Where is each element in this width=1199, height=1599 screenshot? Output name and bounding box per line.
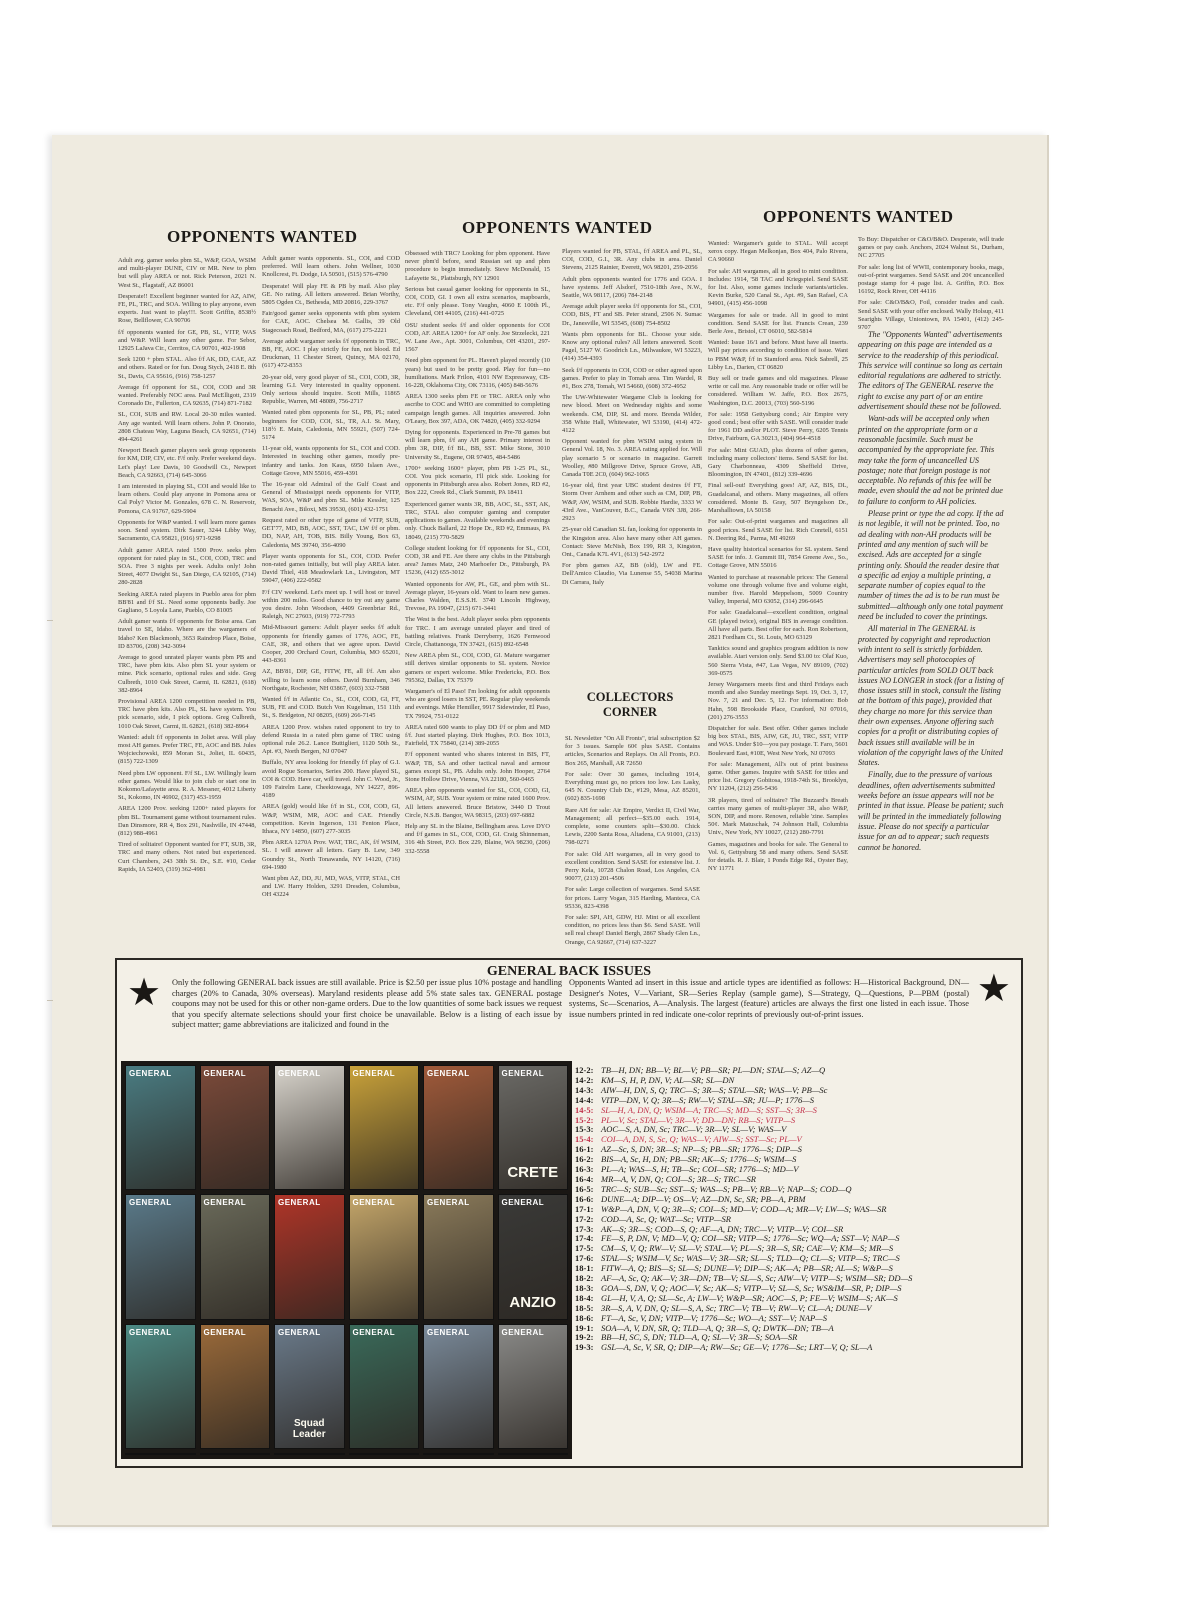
classified-ad: Adult gamer wants opponents. SL, COI, and COD preferred. Will learn others. John Wellner, 1030 Knollcrest, Ft. Dodge, IA 50501, (515) 576-4790: [262, 255, 400, 279]
cover-masthead: GENERAL: [427, 1069, 470, 1078]
magazine-cover: [125, 1453, 196, 1455]
classified-ad: For sale: Out-of-print wargames and magazines all good prices. Send SASE for list. Rich Conrtell, 6151 N. Deering Rd., Parma, MI 49269: [708, 518, 848, 542]
issue-contents: COI—A, DN, S, Sc, Q; WAS—V; AIW—S; SST—Sc; PL—V: [601, 1134, 802, 1145]
classified-ad: Newport Beach gamer players seek group opponents for KM, DIP, CIV, etc. F/f only. Prefer weekend days. Let's play! Lee Davis, 10 Goodwill Ct., Newport Beach, CA 92663, (714) 645-3066: [118, 447, 256, 479]
cover-masthead: GENERAL: [129, 1069, 172, 1078]
issue-contents: VITP—DN, V, Q; 3R—S; RW—V; STAL—SR; JU—P; 1776—S: [601, 1094, 815, 1105]
issue-number: 15-2:: [575, 1114, 594, 1125]
ads-column: [562, 248, 702, 678]
classified-ad: College student looking for f/f opponents for SL, COI, COD, 3R and FE. Are there any clubs in the Pittsburgh area? James Matz, 240 Marhoefer Dr., Pittsburgh, PA 15236, (412) 655-3012: [405, 544, 550, 577]
classified-ad: AREA 1300 seeks pbm FE or TRC. AREA only who ascribe to COC and WHO are committed to completing campaign length games. All inquiries answered. John O'Leary, Box 397, ADA, OK 74820, (405) 332-9294: [405, 393, 550, 425]
magazine-cover: [200, 1453, 271, 1455]
issue-contents: SL—H, A, DN, Q; WSIM—A; TRC—S; MD—S; SST—S; 3R—S: [601, 1104, 817, 1115]
magazine-cover: [423, 1453, 494, 1455]
magazine-cover: [498, 1324, 569, 1449]
classified-ad: For pbm games AZ, BB (old), LW and FE. Dell'Amico Claudio, Via Lunense 55, 54038 Marina Di Carrara, Italy: [562, 562, 702, 586]
issue-contents: GL—H, V, A, Q; SL—Sc, A; LW—V; W&P—SR; AOC—S, P; FE—V; WSIM—S; AK—S: [601, 1292, 898, 1303]
issue-number: 16-3:: [575, 1164, 594, 1175]
star-icon: ★: [976, 968, 1011, 1010]
cover-masthead: GENERAL: [352, 1198, 396, 1208]
cover-collage: [121, 1061, 572, 1459]
classified-ad: Mid-Missouri gamers: Adult player seeks f/f adult opponents for friendly games of 1776, AOC, FE, CAE, 3R, and others that we agree upon. David Cooper, 200 Orchard Court, Columbia, MO 65201, 443-8361: [262, 624, 400, 665]
issue-number: 14-3:: [575, 1084, 594, 1095]
notice-paragraph: The "Opponents Wanted" advertisements appearing on this page are intended as a service to the readership of this periodical. This service will continue so long as certain editorial regulations are adhered to strictly. The editors of The GENERAL reserve the right to excise any part of or an entire advertisement should these not be followed.: [858, 330, 1003, 412]
classified-ad: Wargames for sale or trade. All in good to mint condition. Send SASE for list. Francis Crean, 239 Berle Ave., Bristol, CT 06010, 582-5814: [708, 311, 848, 336]
magazine-cover: [498, 1453, 569, 1455]
classified-ad: Request rated or other type of game of VITP, SUB, GET'77, MD, BB, AOC, SST, TAC, LW f/f or pbm. DD, NAP, AH, TOB, BIS. Billy Young, Box 63, Caledonia, MS 39740, 356-4090: [262, 516, 400, 549]
classified-ad: Provisional AREA 1200 competition needed in PB, TRC have pbm kits. Also PL, SL have system. You pick scenario, side, I pick options. Greg Culbreth, 1010 Oak Street, Carmi, IL 62821, (618) 382-8964: [118, 697, 256, 730]
issue-contents: 3R—S, A, V, DN, Q; SL—S, A, Sc; TRC—V; TB—V; RW—V; CL—A; DUNE—V: [601, 1302, 872, 1313]
star-icon: ★: [127, 972, 162, 1014]
cover-masthead: GENERAL: [501, 1327, 545, 1337]
issue-number: 14-4:: [575, 1094, 594, 1105]
classified-ad: New AREA pbm SL, COI, COD, GI. Mature wargamer still derives similar opponents to SL system. Novice gamers or expert welcome. Mike Fredericks, P.O. Box 795362, Dallas, TX 75379: [405, 652, 550, 684]
classified-ad: 20-year old, very good player of SL, COI, COD, 3R, learning G.I. Very interested in quality opponent. Only serious should inquire. Scott Mills, 11865 Republic, Warren, MI 48089, 756-2717: [262, 373, 400, 406]
cover-masthead: GENERAL: [129, 1198, 172, 1208]
issue-contents: GSL—A, Sc, V, SR, Q; DIP—A; RW—Sc; GE—V; 1776—Sc; LRT—V, Q; SL—A: [601, 1342, 873, 1353]
classified-ad: AZ, BB'81, DIP, GE, FITW, FE, all f/f. Am also willing to learn some others. David Burnham, 346 Northgate, Rochester, NH 03867, (603) 332-7588: [262, 668, 400, 692]
classified-ad: Wanted: adult f/f opponents in Joliet area. Will play most AH games. Prefer TRC, FE, AOC and BB. Jules Wojciechowski, 859 Moran St., Joliet, IL 60435, (815) 722-1309: [118, 733, 256, 766]
magazine-cover: [274, 1065, 345, 1190]
classified-ad: f/f opponents wanted for GE, PB, SL, VITP, WAS and W&P. Will learn any other game. For Sebor, 12925 LaJava Cir., Cerritos, CA 90701, 402-1908: [118, 328, 256, 353]
cover-masthead: GENERAL: [352, 1327, 396, 1337]
magazine-cover: [125, 1065, 196, 1190]
classified-ad: Opponents for W&P wanted. I will learn more games soon. Send system. Dirk Sauer, 3244 Libby Way, Sacramento, CA 95821, (916) 971-9298: [118, 518, 256, 543]
notice-paragraph: Finally, due to the pressure of various deadlines, often advertisements submitted weeks before an issue appears will not be printed in that issue. Please be patient; such will be printed in the immediately following issue. Please do not specify a particular issue for an ad to appear; such requests cannot be honored.: [858, 770, 1004, 852]
classified-ad: For sale: Guadalcanal—excellent condition, original GE (played twice), original BIS in average condition. All have all parts. Best offer for each. Ron Robertson, 2821 Fordham Ct., St. Louis, MO 63129: [708, 609, 848, 641]
cover-masthead: GENERAL: [427, 1198, 470, 1208]
classified-ad: 3R players, tired of solitaire? The Buzzard's Breath carries many games of multi-player 3R, also W&P, SON, DIP, and more. Renown, reliable 'zine. Samples 50¢. Mark Matuschak, 74 Johnson Hall, Columbia Univ., New York, NY 10027, (212) 280-7791: [708, 796, 848, 837]
classified-ad: Average adult wargamer seeks f/f opponents in TRC, BB, FE, AOC. I play strictly for fun, not blood. Ed Druckman, 11 Chester Street, Quincy, MA 02170, (617) 472-8353: [262, 337, 400, 370]
classified-ad: Wanted to purchase at reasonable prices: The General volume one through volume five and volume eight, number five. Harold Meppelsom, 5009 Country Valley, Imperial, MO 63052, (314) 296-6645: [708, 573, 848, 606]
classified-ad: Desperate! Will play FE & PB by mail. Also play GE. No rating. All letters answered. Brian Worthy, 5805 Ogden Ct., Bethesda, MD 20816, 229-3767: [262, 282, 400, 307]
classified-ad: Player wants opponents for SL, COI, COD. Prefer non-rated games initially, but will play AREA later. David Thiel, 418 Meadowlark Ln., Livingston, MT 59047, (406) 222-0582: [262, 552, 400, 585]
issue-contents: COD—A, Sc, Q; WAT—Sc; VITP—SR: [601, 1213, 731, 1224]
issue-number: 15-3:: [575, 1124, 594, 1135]
issue-contents: MR—A, V, DN, Q; COI—S; 3R—S; TRC—SR: [601, 1173, 756, 1184]
issue-contents: BIS—A, Sc, H, DN; PB—SR; AK—S; 1776—S; WSIM—S: [601, 1154, 797, 1165]
classified-ad: Wants pbm opponents for BL. Choose your side. Know any optional rules? All letters answered. Scott Pagel, 5127 W. Goodrich Ln., Milwaukee, WI 53223, (414) 354-4393: [562, 330, 702, 363]
issue-contents: AK—S; 3R—S; COD—S, Q; AF—A, DN; TRC—V; VITP—V; COI—SR: [601, 1223, 844, 1234]
issue-number: 15-4:: [575, 1134, 594, 1145]
classified-ad: 25-year old Canadian SL fan, looking for opponents in the Kingston area. Also have many other AH games. Contact: Steve McNish, Box 199, RR 3, Kingston, Ont., Canada K7L 4V1, (613) 542-2972: [562, 526, 702, 558]
issue-number: 18-2:: [575, 1273, 594, 1284]
ads-column: [858, 236, 1004, 332]
issue-number: 12-2:: [575, 1065, 594, 1075]
classified-ad: AREA 1200 Prov. wishes rated opponent to try to defend Russia in a rated pbm game of TRC using optional rule 26.2. Lance Buttiglieri, 1120 50th St., Apt. #3, North Bergen, NJ 07047: [262, 723, 400, 756]
classified-ad: Average adult player seeks f/f opponents for SL, COI, COD, BIS, FT and SB. Peter strand, 2506 N. Sumac Dr., Janesville, WI 53545, (608) 754-8502: [562, 303, 702, 327]
magazine-cover: [200, 1324, 271, 1449]
issue-number: 19-2:: [575, 1332, 594, 1343]
classified-ad: OSU student seeks f/f and older opponents for COI COD, AF. AREA 1200+ for AF only. Joe Strzelecki, 221 W. Lane Ave., Apt. 3001, Columbus, OH 43201, 297-1567: [405, 321, 550, 354]
classified-ad: Average to good unrated player wants pbm PB and TRC, have pbm kits. Also pbm SL your system or mine. Pick scenario, optional rules and side. Greg Culbreth, 1010 Oak Street, Carmi, IL 62821, (618) 382-8964: [118, 653, 256, 694]
ads-column: [708, 240, 848, 948]
classified-ad: F/f CIV weekend. Let's meet up. I will host or travel within 200 miles. Good chance to try out any game you desire. John Woodson, 4409 Greenbriar Rd., Raleigh, NC 27603, (919) 772-7793: [262, 588, 400, 621]
issue-number: 18-5:: [575, 1302, 594, 1313]
classified-ad: Want pbm AZ, DD, JU, MD, WAS, VITP, STAL, CH and LW. Harry Holden, 3291 Dresden, Columbus, OH 43224: [262, 875, 400, 899]
issue-contents: DUNE—A; DIP—V; OS—V; AZ—DN, Sc, SR; PB—A, PBM: [601, 1193, 806, 1204]
classified-ad: Have quality historical scenarios for SL system. Send SASE for info. J. Gummit III, 7854 Greene Ave., So., Cottage Grove, MN 55016: [708, 545, 848, 570]
magazine-cover: [200, 1065, 271, 1190]
cover-masthead: GENERAL: [278, 1327, 321, 1337]
classified-ad: For sale: long list of WWII, contemporary books, mags, out-of-print wargames. Send SASE and 20¢ uncancelled postage stamp for 4 page list. A. Griffin, P.O. Box 16192, Rock River, OH 44116: [858, 263, 1004, 296]
classified-ad: Help any SL in the Blaine, Bellingham area. Love DYO and f/f games in SL, COI, COD, GI. Craig Shinneman, 316 4th Street, P.O. Box 229, Blaine, WA 98230, (206) 332-5558: [405, 823, 550, 855]
back-issues-intro-right: Opponents Wanted ad insert in this issue and article types are identified as follows: H—Historical Background, DN—Designer's Notes, V—Variant, SR—Series Replay (sample game), S—Strategy, Q—Questions, P—PBM (postal) systems, Sc—Scenarios, A—Analysis. The largest (feature) articles are always the first one listed in each issue. Those issue numbers printed in red indicate one-color reprints of previously out-of-print issues.: [569, 978, 969, 1019]
classified-ad: Jersey Wargamers meets first and third Fridays each month and also Sunday meetings Sept. 19, Oct. 3, 17, Nov. 7, 21 and Dec. 5, 12. For information: Bob Hahn, 598 Brookside Place, Cranford, NJ 07016, (201) 276-3553: [708, 680, 848, 721]
general-back-issues-box: [115, 958, 1023, 1468]
classified-ad: Seek f/f opponents in COI, COD or other agreed upon games. Prefer to play in Tomah area. Tim Wardel, R #1, Box 278, Tomah, WI 54660, (608) 372-4952: [562, 366, 702, 391]
classified-ad: For sale: 1958 Gettysburg cond.; Air Empire very good cond.; best offer with SASE. Will consider trade for 1961 DD and/or PLOT. Steve Perry, 6205 Tennis Drive, Fairburn, GA 30213, (404) 964-4518: [708, 410, 848, 443]
opponents-wanted-heading: OPPONENTS WANTED: [462, 218, 653, 237]
classified-ad: Tired of solitaire! Opponent wanted for FT, SUB, 3R, TRC and many others. Not rated but experienced. Curt Chambers, 243 38th St. Dr., S.E. #10, Cedar Rapids, IA 52403, (319) 362-4981: [118, 841, 256, 873]
classified-ad: The UW-Whitewater Wargame Club is looking for new blood. Meet on Wednesday nights and some weekends. CM, DIP, SL and more. Brenda Wilder, 358 White Hall, Whitewater, WI 53190, (414) 472-4122: [562, 394, 702, 435]
issue-contents: SOA—A, V, DN, SR, Q; TLD—A, Q; 3R—S, Q; DWTK—DN; TB—A: [601, 1322, 834, 1333]
issue-contents: PL—A; WAS—S, H; TB—Sc; COI—SR; 1776—S; MD—V: [601, 1164, 799, 1175]
page-edge-line: [47, 1000, 53, 1001]
issue-number: 16-4:: [575, 1173, 594, 1184]
cover-masthead: GENERAL: [352, 1069, 396, 1078]
classified-ad: Rare AH for sale: Air Empire, Verdict II, Civil War, Management; all perfect—$35.00 each. 1914, complete, some counters split—$30.00. Chick Lewis, 2200 Santa Rosa, Altadena, CA 91001, (213) 798-0271: [565, 806, 700, 847]
issue-contents: AF—A, Sc, Q; AK—V; 3R—DN; TB—V; SL—S, Sc; AIW—V; VITP—S; WSIM—SR; DD—S: [601, 1273, 913, 1284]
classified-ad: Adult gamer wants f/f opponents for Boise area. Can travel to SE, Idaho. Where are the wargamers of Idaho? Ken Blackmonh, 3653 Raindrop Place, Boise, ID 83706, (208) 342-3094: [118, 618, 256, 650]
issue-contents: FITW—A, Q; BIS—S; SL—S; DUNE—V; DIP—S; AK—A; PB—SR; AL—S; W&P—S: [601, 1263, 893, 1274]
magazine-cover: [423, 1324, 494, 1449]
classified-ad: For sale: AH wargames, all in good to mint condition. Includes: 1914, '58 TAC and Kriegspiel. Send SASE for list. Also, some games include variants/articles. Kevin Burke, 520 Canal St., Apt. #9, San Rafael, CA 94901, (415) 456-1098: [708, 267, 848, 308]
classified-ad: Buy sell or trade games and old magazines. Please write or call me. Any reasonable trade or offer will be considered. William W. Jaffe, P.O. Box 2675, Washington, D.C. 20013, (703) 560-5196: [708, 375, 848, 407]
classified-ad: Dying for opponents. Experienced in Pre-78 games but will learn pbm, f/f any AH game. Primary interest in pbm 3R, DIP, f/f BL, BB, SST. Mike Stone, 3010 University St., Eugene, OR 97405, 484-5486: [405, 429, 550, 461]
cover-masthead: GENERAL: [278, 1069, 321, 1078]
magazine-cover: [349, 1065, 420, 1190]
classified-ad: Desperate!! Excellent beginner wanted for AZ, AIW, FE, PL, TRC, and SOA. Willing to play anyone, even experts. Just want to play!!!. Scott Griffin, 8538½ Rose, Bellflower, CA 90706: [118, 292, 256, 325]
magazine-cover: [498, 1065, 569, 1190]
issue-number: 16-6:: [575, 1193, 594, 1204]
ads-column: [118, 257, 256, 947]
magazine-cover: [423, 1194, 494, 1319]
classified-ad: Experienced gamer wants 3R, BB, AOC, SL, SST, AK, TRC, STAL also computer gaming and computer applications to games. Available weekends and evenings only. Chuck Ballard, 22 Hope Dr., RD #2, Emmaus, PA 18049, (215) 770-5829: [405, 500, 550, 541]
magazine-cover: [349, 1194, 420, 1319]
classified-ad: Obsessed with TRC? Looking for pbm opponent. Have never pbm'd before, send Russian set up and pbm procedure to begin immediately. Steve McDonald, 15 Lafayette St., Plattsburgh, NY 12901: [405, 250, 550, 282]
classified-ad: Pbm AREA 1270A Prov. WAT, TRC, AK, f/f WSIM, SL. I will answer all letters. Gary B. Lew, 349 Goundry St., North Tonawanda, NY 14120, (716) 694-1980: [262, 839, 400, 871]
page-edge-line: [47, 620, 53, 621]
collectors-corner-heading: COLLECTORS CORNER: [586, 690, 674, 719]
classified-ad: AREA rated 600 wants to play DD f/f or pbm and MD f/f. Just started playing. Dirk Hughes, P.O. Box 1013, Fairfield, TX 75840, (214) 389-2055: [405, 723, 550, 748]
issue-number: 18-3:: [575, 1282, 594, 1293]
issue-contents: GOA—S, DN, V, Q; AOC—V, Sc; AK—S; VITP—V; SL—S, Sc; WS&IM—SR, P; DIP—S: [601, 1282, 902, 1293]
classified-ad: Wargamer's of El Paso! I'm looking for adult opponents who are good losers in SST, PE. Regular play weekends and evenings. Mike Hemiller, 9917 Sidewinder, El Paso, TX 79924, 751-0122: [405, 687, 550, 720]
issue-number: 17-4:: [575, 1233, 594, 1244]
classified-ad: Adult gamer AREA rated 1500 Prov. seeks pbm opponent for rated play in SL, COI, COD, TRC and SOA. Free 3 nights per week. Adults only! John Street, 4077 Dwight St., San Diego, CA 92105, (714) 280-2828: [118, 546, 256, 587]
classified-ad: The West is the best. Adult player seeks pbm opponents for TRC. I am average unrated player and tired of battling relatives. Frank Derryberry, 1626 Fernwood Circle, Chattanooga, TN 37421, (615) 892-6548: [405, 616, 550, 648]
classified-ad: For sale: Large collection of wargames. Send SASE for prices. Larry Vogan, 315 Harding, Manteca, CA 95336, 823-4398: [565, 886, 700, 910]
classified-ad: For sale: Old AH wargames, all in very good to excellent condition. Send SASE for extensive list. J. Perry Kela, 10728 Chalon Road, Los Angeles, CA 90077, (213) 201-4506: [565, 850, 700, 883]
notice-paragraph: Please print or type the ad copy. If the ad is not legible, it will not be printed. Too, no ad dealing with non-AH products will be printed and any mention of such will be excised. Ads are accepted for a single printing only. Should the reader desire that a specific ad enjoy a multiple printing, a separate number of copies equal to the number of times the ad is to be run must be submitted—although only one total payment need be included to cover the printings.: [858, 509, 1004, 622]
issue-number: 19-1:: [575, 1322, 594, 1333]
issue-number: 18-4:: [575, 1292, 594, 1303]
cover-masthead: GENERAL: [203, 1069, 247, 1078]
classified-ad: AREA pbm opponents wanted for SL, COI, COD, GI, WSIM, AF, SUB. Your system or mine rated 1600 Prov. All letters answered. Bruce Bristow, 3440 D Trout Circle, N.S.B. Bangor, WA 98315, (203) 697-6882: [405, 787, 550, 819]
classified-ad: Fair/good gamer seeks opponents with pbm system for CAE, AOC. Chelsea M. Gallis, 39 Old Stagecoach Road, Bedford, MA, (617) 275-2221: [262, 310, 400, 334]
cover-masthead: GENERAL: [501, 1198, 545, 1208]
classified-ad: I am interested in playing SL, COI and would like to learn others. Could play anyone in Pomona area or Cal Poly? Victor M. Gonzales, 678 C. N. Reservoir, Pomona, CA 91767, 629-5904: [118, 483, 256, 515]
classified-ad: Wanted: Issue 16/1 and before. Must have all inserts. Will pay prices according to condition of issue. Want to PBM W&P, f/f in Stamford area. Nick Sabrell, 25 Libby Ln., Darien, CT 06820: [708, 339, 848, 371]
classified-ad: For sale: Management, All's out of print business game. Other games. Inquire with SASE for titles and price list. Gregory Gobitosa, 1918-74th St., Brooklyn, NY 11204, (212) 256-5436: [708, 760, 848, 793]
issue-number: 17-6:: [575, 1253, 594, 1264]
issue-number: 18-6:: [575, 1312, 594, 1323]
classified-ad: Opponent wanted for pbm WSIM using system in General Vol. 18, No. 3. AREA rating applied for. Will play scenario 5 or scenario in magazine. Garrett Woolley, #80 Millgrove Drive, Spruce Grove, AB, Canada T0E 2C0, (604) 962-1065: [562, 438, 702, 479]
issue-number: 16-1:: [575, 1144, 594, 1155]
magazine-cover: [200, 1194, 271, 1319]
magazine-cover: [125, 1324, 196, 1449]
magazine-cover: [274, 1194, 345, 1319]
issue-contents: BB—H, SC, S, DN; TLD—A, Q; SL—V; 3R—S; SOA—SR: [601, 1332, 798, 1343]
classified-ad: 11-year old, wants opponents for SL, COI and COD. Interested in teaching other games, mostly pre-infantry and tanks. Jon Kaus, 6950 Islaen Ave., Cottage Grove, MN 55016, 459-4391: [262, 445, 400, 477]
classified-ad: For sale: Over 30 games, including 1914, Everything must go, no prices too low. Les Lasky, 645 N. Country Club Dr., #129, Mesa, AZ 85201, (602) 835-1698: [565, 770, 700, 803]
classified-ad: Final sell-out! Everything goes! AF, AZ, BIS, DL, Guadalcanal, and others. Many magazines, all offers considered. Monte B. Gray, 507 Bryngelson Dr., Marshalltown, IA 50158: [708, 482, 848, 515]
classified-ad: Adult pbm opponents wanted for 1776 and GOA. I have systems. Jeff Alsdorf, 7510-18th Ave., N.W., Seattle, WA 98117, (206) 784-2148: [562, 275, 702, 300]
cover-masthead: GENERAL: [203, 1327, 247, 1337]
issue-number: 18-1:: [575, 1263, 594, 1274]
issue-number: 14-2:: [575, 1074, 594, 1085]
notice-paragraph: Want-ads will be accepted only when printed on the appropriate form or a reasonable facsimile. Such must be accompanied by the appropriate fee. This may take the form of uncancelled US postage; note that foreign postage is not acceptable. No refunds of this fee will be made, even should the ad not be printed due to failure to conform to AH policies.: [858, 414, 1003, 506]
magazine-cover: [274, 1324, 345, 1449]
classified-ad: The 16-year old Admiral of the Gulf Coast and General of Mississippi needs opponents for VITP, WAS, SOA, W&P and pbm SL. Mike Kessler, 125 Benachi Ave., Biloxi, MS 39530, (601) 432-1751: [262, 481, 400, 513]
back-issues-intro-left: Only the following GENERAL back issues are still available. Price is $2.50 per issue plus 10% postage and handling charges (20% to Canada, 30% overseas). Maryland residents please add 5% state sales tax. GENERAL postage coupons may not be used for this or other non-game orders. Due to the low quantities of some back issues we request that you specify alternate selections should your first choice be unavailable. Below is a listing of each issue by subject matter; game abbreviations are italicized and found in the: [172, 978, 562, 1030]
issue-number: 17-2:: [575, 1213, 594, 1224]
classified-ad: 16-year old, first year UBC student desires f/f FT, Storm Over Arnhem and other such as CM, DIP, PB, W&P, AW, WSIM, and SUB. Robbie Hardie, 3333 W 43rd Ave., VanCouver, B.C., Canada V6N 3J8, 266-2923: [562, 482, 702, 523]
issue-contents: FE—S, P, DN, V; MD—V, Q; COI—SR; VITP—S; 1776—Sc; WQ—A; SST—V; NAP—S: [601, 1233, 900, 1244]
issue-number: 17-3:: [575, 1223, 594, 1234]
back-issues-title: GENERAL BACK ISSUES: [486, 964, 652, 979]
issue-contents: AOC—S, A, DN, Sc; TRC—V; 3R—V; SL—V; WAS—V: [601, 1124, 787, 1135]
magazine-cover: [274, 1453, 345, 1455]
classified-ad: F/f opponent wanted who shares interest in BIS, FT, W&P, TB, SA and other tactical naval and armour games except SL, PB. Adults only. John Hooper, 2764 Stone Hollow Drive, Vienna, VA 22180, 560-0465: [405, 751, 550, 783]
issue-number: 17-1:: [575, 1203, 594, 1214]
issue-number: 19-3:: [575, 1342, 594, 1353]
magazine-cover: [349, 1324, 420, 1449]
magazine-cover: [423, 1065, 494, 1190]
classified-ad: Average f/f opponent for SL, COI, COD and 3R wanted. Preferably NOC area. Paul McElligott, 2319 Coronado Dr., Fullerton, CA 92635, (714) 871-7182: [118, 383, 256, 408]
cover-masthead: GENERAL: [501, 1069, 545, 1078]
issue-contents: KM—S, H, P, DN, V; AL—SR; SL—DN: [601, 1074, 735, 1085]
cover-masthead: GENERAL: [129, 1327, 172, 1337]
issue-number: 16-2:: [575, 1154, 594, 1165]
collectors-corner-column: [565, 735, 700, 945]
classified-ad: Serious but casual gamer looking for opponents in SL, COI, COD, GI. I own all extra scenarios, mapboards, etc. F/f only please. Tony Vaughn, 4060 E 100th Pl., Cleveland, OH 44105, (216) 441-0725: [405, 285, 550, 318]
classified-ad: For sale: SPI, AH, GDW, HJ. Mint or all excellent condition, no prices less than $6. Send SASE. Will sell real cheap! Daniel Bergh, 2867 Shady Glen Ln., Orange, CA 92667, (714) 637-3227: [565, 914, 700, 946]
classified-ad: AREA 1200 Prov. seeking 1200+ rated players for pbm BL. Tournament game without tournament rules. Dan Dinsmore, RR 4, Box 291, Nashville, IN 47448, (812) 988-4961: [118, 805, 256, 837]
classified-ad: Need pbm opponent for PL. Haven't played recently (10 years) but used to be pretty good. Play for fun—no humiliations. Mark Frilon, 4101 NW Expressway, CB-16-228, Oklahoma City, OK 73116, (405) 848-5676: [405, 357, 550, 390]
issue-number: 14-5:: [575, 1104, 594, 1115]
magazine-cover: [498, 1194, 569, 1319]
opponents-wanted-heading: OPPONENTS WANTED: [167, 227, 358, 246]
classified-ad: For sale: Mint GUAD, plus dozens of other games, including many collectors' items. Send SASE for list. Gary Charbonneau, 4309 Sheffield Drive, Bloomington, IN 47401, (812) 339-4696: [708, 446, 848, 479]
classified-ad: Need pbm LW opponent. F/f SL, LW. Willingly learn other games. Would like to join club or start one in Kokomo/Lafayette area. R. A. Messner, 4012 Liberty St., Kokomo, IN 46902, (317) 453-1959: [118, 769, 256, 802]
classified-ad: Games, magazines and books for sale. The General to Vol. 6, Gettysburg 58 and many others. Send SASE for details. R. J. Blair, 1 Ponds Edge Rd., Oyster Bay, NY 11771: [708, 840, 848, 873]
issue-contents: FT—A, Sc, V, DN; VITP—V; 1776—Sc; WO—A; SST—V; NAP—S: [601, 1312, 827, 1323]
issue-number: 16-5:: [575, 1183, 594, 1194]
issue-contents: AZ—Sc, S, DN; 3R—S; NP—S; PB—SR; 1776—S; DIP—S: [601, 1144, 802, 1155]
issue-contents: AIW—H, DN, S, Q; TRC—S; 3R—S; STAL—SR; WAS—V; PB—Sc: [601, 1084, 828, 1095]
issue-contents: TRC—S; SUB—Sc; SST—S; WAS—S; PB—V; RB—V; NAP—S; COD—Q: [601, 1183, 852, 1194]
issue-contents: STAL—S; WSIM—V, Sc; WAS—V; 3R—SR; SL—S; TLD—Q; CL—S; VITP—S; TRC—S: [601, 1253, 900, 1264]
cover-masthead: GENERAL: [427, 1327, 470, 1337]
issue-contents: PL—V, Sc; STAL—V; 3R—V; DD—DN; RB—S; VITP—S: [601, 1114, 796, 1125]
classified-ad: Seek 1200 + pbm STAL. Also f/f AK, DD, CAE, AZ and others. Rated or for fun. Doug Stych, 2418 E. 8th St., Davis, CA 95616, (916) 758-1257: [118, 356, 256, 380]
classified-ad: Seeking AREA rated players in Pueblo area for pbm BB'81 and f/f SL. Need some opponents badly. Joe Gagliano, 5 Loyola Lane, Pueblo, CO 81005: [118, 590, 256, 614]
classified-ad: 1700+ seeking 1600+ player, pbm PB 1-25 PL, SL, COI. You pick scenario, I'll pick side. Looking for opponents in Pittsburgh area also. Robert Jones, RD #2, Box 222, Creek Rd., Clark Summit, PA 18411: [405, 464, 550, 497]
magazine-cover: [125, 1194, 196, 1319]
magazine-cover: [349, 1453, 420, 1455]
classified-ad: AREA (gold) would like f/f in SL, COI, COD, GI, W&P, WSIM, MR, AOC and CAE. Friendly competition. Kevin Ingerson, 131 Fenton Place, Ithaca, NY 14850, (607) 277-3035: [262, 803, 400, 835]
ads-column: [262, 255, 400, 947]
classified-ad: Wanted: Wargamer's guide to STAL. Will accept xerox copy. Hegan Melkonjan, Box 404, Palo Rivera, CA 90660: [708, 240, 848, 264]
notice-paragraph: All material in The GENERAL is protected by copyright and reproduction with intent to sell is strictly forbidden. Advertisers may sell photocopies of particular articles from SOLD OUT back issues NO LONGER in stock (for a listing of those issues still in stock, consult the listing at the bottom of this page), provided that they charge no more for this service than their own expenses. Anyone offering such copies for a profit or distributing copies of back issues still available will be in violation of the copyright laws of the United States.: [858, 624, 1004, 768]
classified-ad: Dispatcher for sale. Best offer. Other games include big box STAL, BIS, AIW, GE, JU, TRC, SST, VITP and WAS. Under $10—you pay postage. T. Faro, 5601 Boulevard East, #10E, West New York, NJ 07093: [708, 724, 848, 757]
cover-masthead: GENERAL: [203, 1198, 247, 1208]
classified-ad: Tanktics sound and graphics program addition is now available. Atari version only. Send $3.00 to: Olaf Kuo, 560 Sierra Vista, #47, Las Vegas, NV 89109, (702) 369-0575: [708, 645, 848, 677]
issue-row: [575, 1343, 995, 1353]
classified-ad: SL, COI, SUB and RW. Local 20-30 miles wanted. Any age wanted. Will learn others. John P. Onorato, 2808 Chateau Way, Laguna Beach, CA 92651, (714) 494-4261: [118, 411, 256, 444]
cover-game-title: ANZIO: [509, 1293, 557, 1311]
classified-ad: Wanted f/f in Atlantic Co., SL, COI, COD, GI, FT, SUB, FE and COD. Butch Von Kugelman, 151 11th St., S. Bridgeton, NJ 08205, (609) 266-7145: [262, 695, 400, 720]
cover-game-title: CRETE: [507, 1164, 559, 1182]
ads-column: [405, 250, 550, 940]
issue-contents: TB—H, DN; BB—V; BL—V; PB—SR; PL—DN; STAL—S; AZ—Q: [601, 1065, 826, 1075]
issue-number: 17-5:: [575, 1243, 594, 1254]
classified-ad: Players wanted for PB, STAL, f/f AREA and PL, SL, COI, COD, G.I., 3R. Any clubs in area. Daniel Stevens, 2125 Rainier, Everett, WA 98201, 259-2056: [562, 248, 702, 272]
classified-ad: To Buy: Dispatcher or C&O/B&O. Desperate, will trade games or pay cash. Anchors, 2024 Walnut St., Durham, NC 27705: [858, 236, 1004, 260]
issue-list: [575, 1066, 995, 1353]
classified-ad: For sale: C&O/B&O, Foil, consider trades and cash. Send SASE with your offer enclosed. Wally Holsup, 411 Searights Village, Uniontown, PA 15401, (412) 245-9707: [858, 299, 1004, 332]
cover-masthead: GENERAL: [278, 1198, 321, 1208]
issue-contents: CM—S, V, Q; RW—V; SL—V; STAL—V; PL—S; 3R—S, SR; CAE—V; KM—S; MR—S: [601, 1243, 894, 1254]
advertising-policy-notice: [858, 330, 1004, 945]
classified-ad: Buffalo, NY area looking for friendly f/f play of G.I. avoid Rogue Scenarios, Series 200. Have played SL, COI & COD. Have car, will travel. John C. Wood, Jr., 109 Fairelm Lane, Cheektowaga, NY 14227, 896-4189: [262, 759, 400, 800]
opponents-wanted-heading: OPPONENTS WANTED: [763, 207, 954, 226]
issue-contents: W&P—A, DN, V, Q; 3R—S; COI—S; MD—V; COD—A; MR—V; LW—S; WAS—SR: [601, 1203, 887, 1214]
classified-ad: SL Newsletter "On All Fronts", trial subscription $2 for 3 issues. Sample 60¢ plus SASE. Contains articles, Scenarios and Replays. On All Fronts, P.O. Box 265, Marshall, AR 72650: [565, 735, 700, 767]
cover-game-title: Squad Leader: [292, 1418, 326, 1440]
classified-ad: Adult avg. gamer seeks pbm SL, W&P, GOA, WSIM and multi-player DUNE, CIV or MR. New to pbm but will play AREA or not. Rick Peterson, 2021 N. West St., Flagstaff, AZ 86001: [118, 257, 256, 289]
classified-ad: Wanted opponents for AW, PL, GE, and pbm with SL. Average player, 16-years old. Want to learn new games. Charles Walden, E.S.S.H. 3740 Lincoln Highway, Trevose, PA 19047, (215) 671-3441: [405, 580, 550, 613]
classified-ad: Wanted rated pbm opponents for SL, PB, PL; rated beginners for COD, COI, SL, TR, A.I. St. Mary, 118½ E. Main, Caledonia, MN 55921, (507) 724-5174: [262, 409, 400, 442]
